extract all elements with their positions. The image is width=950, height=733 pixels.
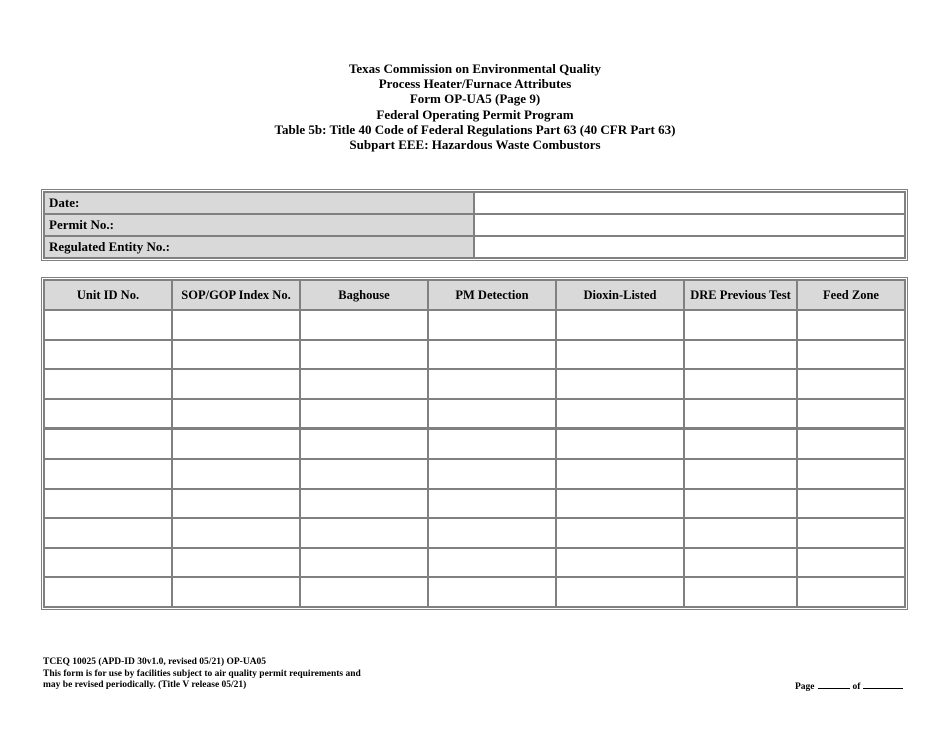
date-label: Date: <box>44 192 474 214</box>
cell-sop-gop-index[interactable] <box>172 340 300 370</box>
page-number-field[interactable] <box>818 679 850 689</box>
cell-dre-previous-test[interactable] <box>684 369 797 399</box>
date-field[interactable] <box>474 192 905 214</box>
cell-baghouse[interactable] <box>300 310 428 340</box>
cell-feed-zone[interactable] <box>797 577 905 607</box>
page-number-block <box>795 679 903 692</box>
table-row <box>44 399 905 429</box>
entity-row <box>44 236 905 258</box>
cell-sop-gop-index[interactable] <box>172 459 300 489</box>
column-header-unit-id: Unit ID No. <box>44 280 172 310</box>
cell-sop-gop-index[interactable] <box>172 399 300 429</box>
cell-dioxin-listed[interactable] <box>556 489 684 519</box>
cell-dioxin-listed[interactable] <box>556 577 684 607</box>
cell-dioxin-listed[interactable] <box>556 428 684 459</box>
column-header-dioxin-listed: Dioxin-Listed <box>556 280 684 310</box>
cell-pm-detection[interactable] <box>428 399 556 429</box>
cell-unit-id[interactable] <box>44 459 172 489</box>
form-title-block <box>0 61 950 152</box>
cell-dre-previous-test[interactable] <box>684 340 797 370</box>
cell-baghouse[interactable] <box>300 399 428 429</box>
regulated-entity-label: Regulated Entity No.: <box>44 236 474 258</box>
cell-unit-id[interactable] <box>44 340 172 370</box>
column-header-feed-zone: Feed Zone <box>797 280 905 310</box>
table-row <box>44 340 905 370</box>
column-header-sop-gop-index: SOP/GOP Index No. <box>172 280 300 310</box>
column-header-dre-previous-test: DRE Previous Test <box>684 280 797 310</box>
cell-feed-zone[interactable] <box>797 548 905 578</box>
permit-number-label: Permit No.: <box>44 214 474 236</box>
cell-feed-zone[interactable] <box>797 428 905 459</box>
cell-sop-gop-index[interactable] <box>172 577 300 607</box>
cell-pm-detection[interactable] <box>428 369 556 399</box>
page-total-field[interactable] <box>863 679 903 689</box>
cell-dioxin-listed[interactable] <box>556 399 684 429</box>
cell-sop-gop-index[interactable] <box>172 518 300 548</box>
cell-sop-gop-index[interactable] <box>172 428 300 459</box>
cell-dioxin-listed[interactable] <box>556 369 684 399</box>
cell-baghouse[interactable] <box>300 428 428 459</box>
cell-unit-id[interactable] <box>44 428 172 459</box>
cell-dioxin-listed[interactable] <box>556 340 684 370</box>
cell-baghouse[interactable] <box>300 577 428 607</box>
permit-info-table <box>41 189 908 261</box>
cell-dioxin-listed[interactable] <box>556 518 684 548</box>
cell-baghouse[interactable] <box>300 548 428 578</box>
footer-note-line-1: This form is for use by facilities subject to air quality permit requirements and <box>43 668 361 679</box>
column-header-baghouse: Baghouse <box>300 280 428 310</box>
cell-dre-previous-test[interactable] <box>684 518 797 548</box>
table-row <box>44 369 905 399</box>
cell-sop-gop-index[interactable] <box>172 369 300 399</box>
cell-unit-id[interactable] <box>44 399 172 429</box>
cell-dre-previous-test[interactable] <box>684 399 797 429</box>
cell-unit-id[interactable] <box>44 369 172 399</box>
form-footer-note <box>43 657 361 692</box>
cell-dre-previous-test[interactable] <box>684 577 797 607</box>
cell-feed-zone[interactable] <box>797 310 905 340</box>
cell-feed-zone[interactable] <box>797 489 905 519</box>
page-label: Page <box>795 682 815 692</box>
of-label: of <box>852 682 861 692</box>
form-subject: Process Heater/Furnace Attributes <box>378 76 572 92</box>
table-body <box>44 310 905 607</box>
table-row <box>44 489 905 519</box>
subpart-title: Subpart EEE: Hazardous Waste Combustors <box>349 137 601 153</box>
form-number: Form OP-UA5 (Page 9) <box>409 91 541 107</box>
unit-attributes-table <box>41 277 908 610</box>
cell-pm-detection[interactable] <box>428 489 556 519</box>
cell-baghouse[interactable] <box>300 369 428 399</box>
program-name: Federal Operating Permit Program <box>376 106 574 122</box>
cell-sop-gop-index[interactable] <box>172 310 300 340</box>
cell-pm-detection[interactable] <box>428 428 556 459</box>
cell-baghouse[interactable] <box>300 518 428 548</box>
cell-pm-detection[interactable] <box>428 548 556 578</box>
table-row <box>44 577 905 607</box>
cell-pm-detection[interactable] <box>428 577 556 607</box>
cell-dioxin-listed[interactable] <box>556 459 684 489</box>
cell-pm-detection[interactable] <box>428 310 556 340</box>
cell-baghouse[interactable] <box>300 459 428 489</box>
cell-pm-detection[interactable] <box>428 459 556 489</box>
cell-feed-zone[interactable] <box>797 459 905 489</box>
cell-dioxin-listed[interactable] <box>556 310 684 340</box>
regulated-entity-field[interactable] <box>474 236 905 258</box>
cell-baghouse[interactable] <box>300 340 428 370</box>
table-header-row <box>44 280 905 310</box>
cell-unit-id[interactable] <box>44 489 172 519</box>
cell-unit-id[interactable] <box>44 310 172 340</box>
cell-dioxin-listed[interactable] <box>556 548 684 578</box>
permit-row <box>44 214 905 236</box>
table-row <box>44 428 905 459</box>
cell-unit-id[interactable] <box>44 577 172 607</box>
column-header-pm-detection: PM Detection <box>428 280 556 310</box>
cell-sop-gop-index[interactable] <box>172 548 300 578</box>
table-row <box>44 459 905 489</box>
table-title: Table 5b: Title 40 Code of Federal Regulations Part 63 (40 CFR Part 63) <box>274 121 676 137</box>
cell-dre-previous-test[interactable] <box>684 310 797 340</box>
table-row <box>44 518 905 548</box>
table-row <box>44 310 905 340</box>
cell-feed-zone[interactable] <box>797 399 905 429</box>
cell-pm-detection[interactable] <box>428 340 556 370</box>
cell-dre-previous-test[interactable] <box>684 489 797 519</box>
cell-unit-id[interactable] <box>44 518 172 548</box>
permit-number-field[interactable] <box>474 214 905 236</box>
form-id: TCEQ 10025 (APD-ID 30v1.0, revised 05/21) OP-UA05 <box>43 657 267 667</box>
date-row <box>44 192 905 214</box>
agency-name: Texas Commission on Environmental Quality <box>348 61 602 76</box>
table-row <box>44 548 905 578</box>
cell-dre-previous-test[interactable] <box>684 548 797 578</box>
cell-sop-gop-index[interactable] <box>172 489 300 519</box>
cell-feed-zone[interactable] <box>797 340 905 370</box>
cell-pm-detection[interactable] <box>428 518 556 548</box>
cell-feed-zone[interactable] <box>797 369 905 399</box>
cell-dre-previous-test[interactable] <box>684 428 797 459</box>
cell-unit-id[interactable] <box>44 548 172 578</box>
cell-feed-zone[interactable] <box>797 518 905 548</box>
cell-dre-previous-test[interactable] <box>684 459 797 489</box>
footer-note-line-2: may be revised periodically. (Title V release 05/21) <box>43 680 247 690</box>
cell-baghouse[interactable] <box>300 489 428 519</box>
